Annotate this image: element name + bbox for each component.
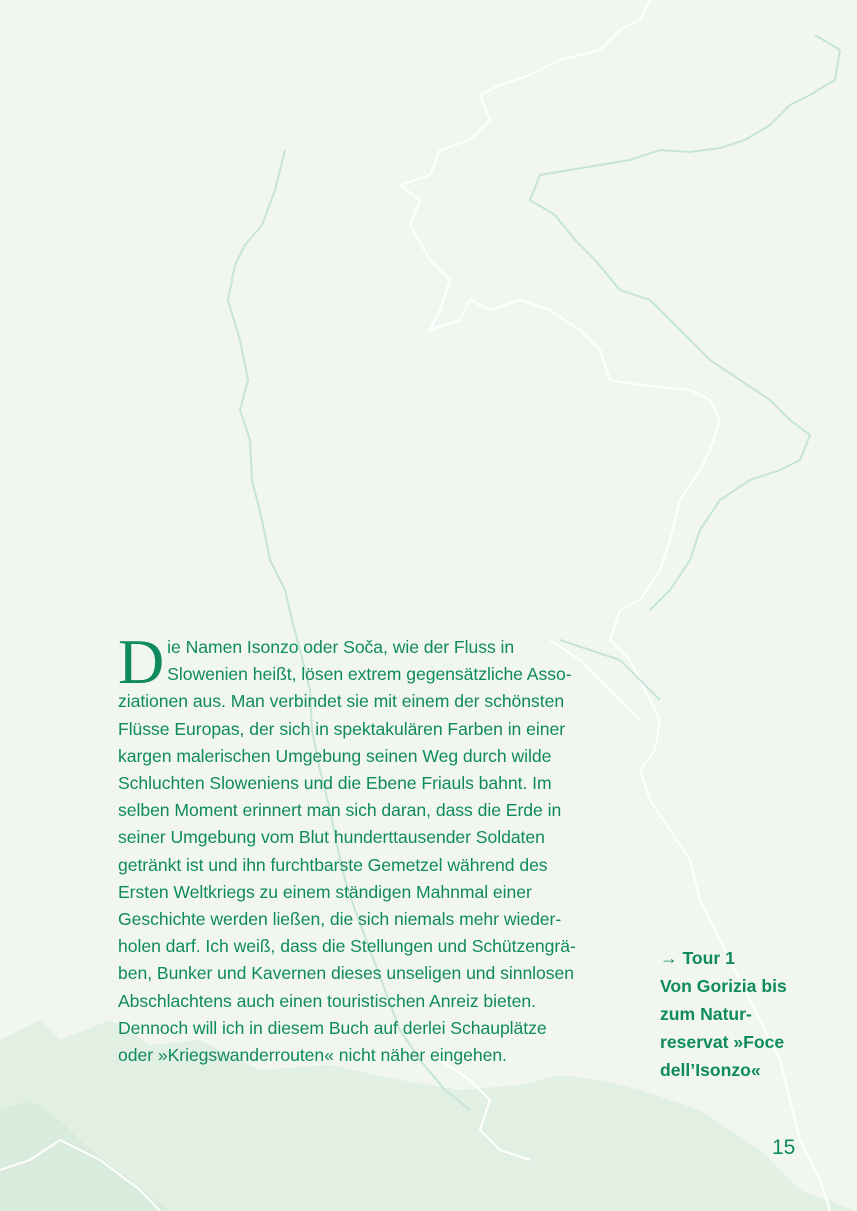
- text-line: holen darf. Ich weiß, dass die Stellungen und Schützengrä-: [118, 936, 576, 957]
- text-line: Geschichte werden ließen, die sich niemals mehr wieder-: [118, 909, 562, 930]
- drop-cap: D: [118, 626, 165, 697]
- tour-reference-line: dell’Isonzo«: [660, 1060, 761, 1080]
- body-paragraph: [118, 626, 638, 1069]
- text-line: ziationen aus. Man verbindet sie mit einem der schönsten: [118, 691, 565, 712]
- text-line: Schluchten Sloweniens und die Ebene Friauls bahnt. Im: [118, 773, 552, 794]
- text-line: ie Namen Isonzo oder Soča, wie der Fluss in: [167, 637, 515, 657]
- tour-reference-label: → Tour 1: [660, 948, 735, 968]
- tour-reference-sidenote: [660, 944, 830, 1084]
- text-line: getränkt ist und ihn furchtbarste Gemetzel während des: [118, 854, 548, 875]
- text-line: Ersten Weltkriegs zu einem ständigen Mahnmal einer: [118, 881, 532, 902]
- text-line: Slowenien heißt, lösen extrem gegensätzliche Asso-: [167, 664, 572, 685]
- tour-reference-line: zum Natur-: [660, 1004, 752, 1024]
- tour-reference-line: Von Gorizia bis: [660, 976, 787, 996]
- text-line: ben, Bunker und Kavernen dieses unseligen und sinnlosen: [118, 963, 574, 984]
- river-tributary-1: [530, 35, 840, 610]
- tour-reference-line: reservat »Foce: [660, 1032, 785, 1052]
- text-line: seiner Umgebung vom Blut hunderttausender Soldaten: [118, 827, 545, 848]
- text-line: Abschlachtens auch einen touristischen Anreiz bieten.: [118, 990, 536, 1011]
- text-line: Flüsse Europas, der sich in spektakulären Farben in einer: [118, 718, 566, 739]
- text-line: kargen malerischen Umgebung seinen Weg durch wilde: [118, 745, 552, 766]
- text-line: oder »Kriegswanderrouten« nicht näher eingehen.: [118, 1045, 507, 1066]
- page-number: 15: [772, 1136, 796, 1159]
- text-line: selben Moment erinnert man sich daran, dass die Erde in: [118, 800, 562, 821]
- text-line: Dennoch will ich in diesem Buch auf derlei Schauplätze: [118, 1017, 547, 1038]
